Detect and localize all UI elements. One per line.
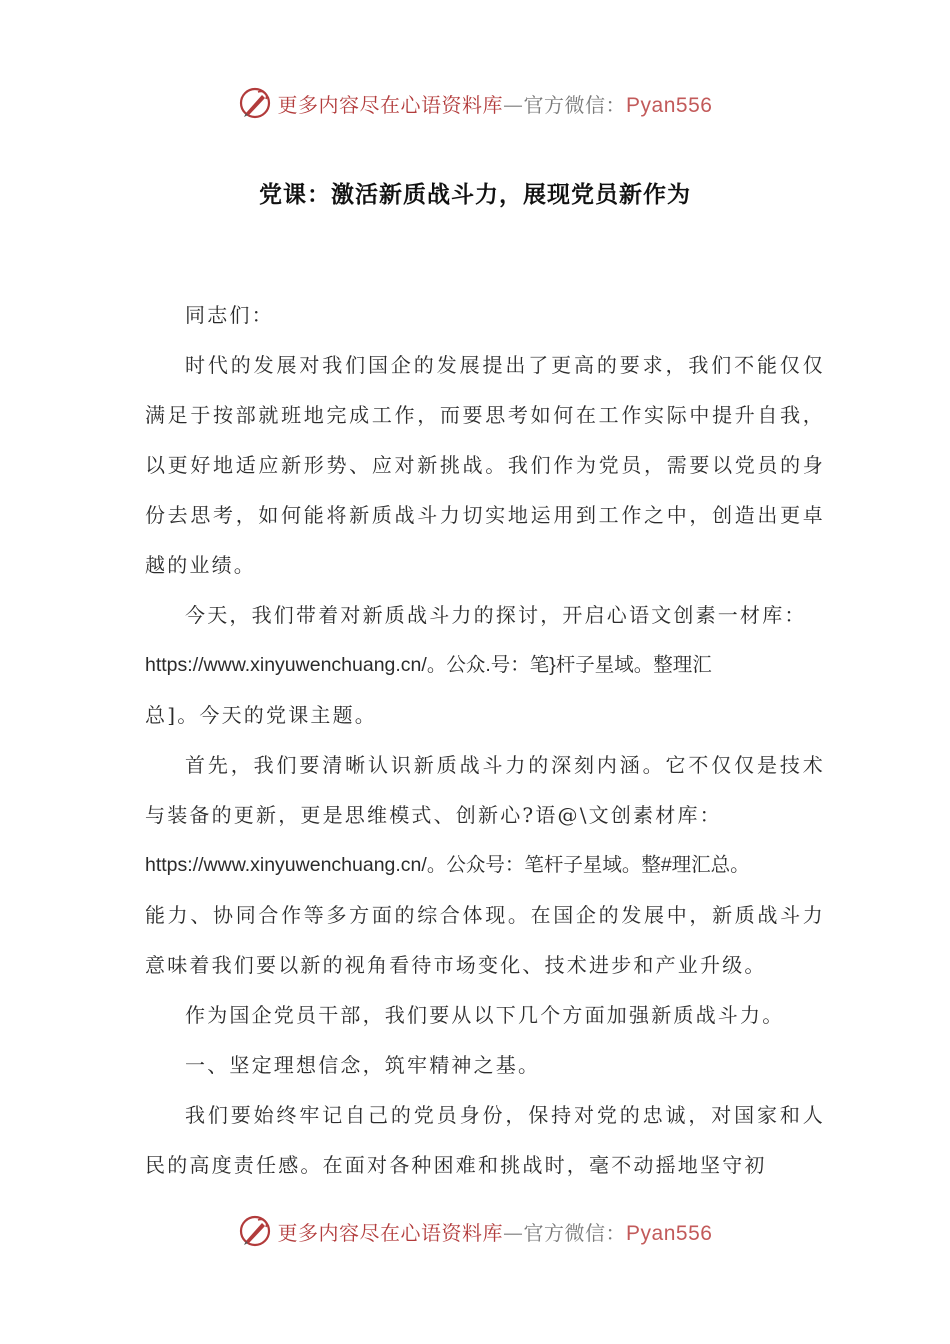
- banner-wechat-label: 官方微信：: [523, 1220, 627, 1245]
- section-heading-1: 一、坚定理想信念，筑牢精神之基。: [185, 1053, 541, 1077]
- banner-wechat-label: 官方微信：: [523, 92, 627, 117]
- salutation: 同志们：: [185, 303, 274, 327]
- paragraph-4: 作为国企党员干部，我们要从以下几个方面加强新质战斗力。: [185, 1003, 785, 1027]
- paragraph-3-end: 能力、协同合作等多方面的综合体现。在国企的发展中，新质战斗力意味着我们要以新的视角看待市场变化、技术进步和产业升级。: [145, 903, 825, 977]
- banner-wechat-id: Pyan556: [626, 93, 713, 117]
- paragraph-6: 我们要始终牢记自己的党员身份，保持对党的忠诚，对国家和人民的高度责任感。在面对各种困难和挑战时，毫不动摇地坚守初: [145, 1103, 825, 1177]
- banner-separator: —: [503, 92, 524, 117]
- page-title: 党课：激活新质战斗力，展现党员新作为: [259, 182, 691, 208]
- paragraph-2-end: 总]。今天的党课主题。: [145, 703, 378, 727]
- banner-text: [278, 1217, 713, 1246]
- paragraph-3-start: 首先，我们要清晰认识新质战斗力的深刻内涵。它不仅仅是技术与装备的更新，更是思维模式、创新心?语@\文创素材库：: [145, 753, 825, 827]
- banner-wechat-id: Pyan556: [626, 1221, 713, 1245]
- paragraph-1: 时代的发展对我们国企的发展提出了更高的要求，我们不能仅仅满足于按部就班地完成工作，而要思考如何在工作实际中提升自我，以更好地适应新形势、应对新挑战。我们作为党员，需要以党员的身份去思考，如何能将新质战斗力切实地运用到工作之中，创造出更卓越的业绩。: [145, 353, 825, 577]
- paragraph-3-url-line: https://www.xinyuwenchuang.cn/。公众号：笔杆子星域。整#理汇总。: [145, 854, 750, 876]
- footer-banner: [0, 1211, 950, 1251]
- document-body: [145, 290, 825, 1190]
- banner-slogan: 更多内容尽在心语资料库: [277, 92, 504, 117]
- banner-slogan: 更多内容尽在心语资料库: [277, 1220, 504, 1245]
- banner-text: [278, 89, 713, 118]
- quill-logo-icon: [238, 86, 272, 120]
- banner-separator: —: [503, 1220, 524, 1245]
- paragraph-2-url-line: https://www.xinyuwenchuang.cn/。公众.号：笔}杆子星域。整理汇: [145, 654, 712, 676]
- quill-logo-icon: [238, 1214, 272, 1248]
- header-banner: [0, 83, 950, 123]
- paragraph-2-start: 今天，我们带着对新质战斗力的探讨，开启心语文创素一材库：: [185, 603, 807, 627]
